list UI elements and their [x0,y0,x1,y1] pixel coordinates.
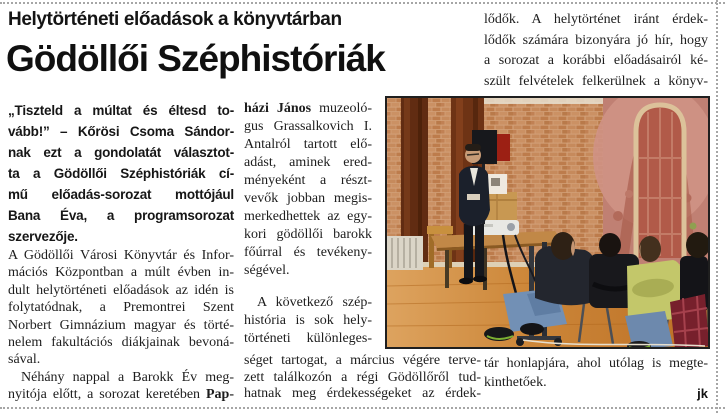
paragraph: házi János muzeoló- gus Grassalkovich I. Antalról tartott elő- adást, aminek ered- ményeként a részt- vevők jobban megis- merkedhettek az egy- kori gödöllői barokk főúrral és tevékeny- ségével. [244,101,372,278]
body-column-3-bottom: tár honlapjára, ahol utólag is megte- kinthetőek. [484,356,708,390]
paragraph: A Gödöllői Városi Könyvtár és Infor- mációs Központban a múlt évben in- dult helytörténeti előadások az idén is folytatódnak, a Premontrei Szent Norbert Gimnázium magyar és törté- nelem fakultációs diákjainak bevoná- sával. [8,248,234,368]
paragraph: A következő szép- história is sok hely- történeti különleges- [244,295,372,346]
body-column-2-wide: séget tartogat, a március végére terve- zett találkozón a régi Gödöllőről tud- hatnak meg érdekességeket az érdek- [244,353,481,401]
article-headline: Gödöllői Széphistóriák [6,38,385,79]
byline: jk [697,386,708,401]
paragraph: Néhány nappal a Barokk Év meg- nyitója előtt, a sorozat keretében Pap- [8,369,234,403]
photo-illustration [387,98,708,347]
bottom-cut-line [0,407,725,409]
article-photo [385,96,710,349]
body-column-1 [8,247,234,404]
lead-paragraph: „Tiszteld a múltat és éltesd to- vább!” – Kőrösi Csoma Sándor- nak ezt a gondolatát választot- ta a Gödöllői Széphistóriák cí- mű előadás-sorozat mottójául Bana Éva, a programsorozat szervezője. [8,103,234,244]
article-kicker: Helytörténeti előadások a könyvtárban [8,9,342,30]
body-column-3-top: lődők. A helytörténet iránt érdek- lődők számára bizonyára jó hír, hogy a sorozat a korábbi előadásairól ké- szült felvételek felkerülnek a könyv- [484,12,708,89]
radiator [387,236,423,270]
top-cut-line [0,2,725,4]
body-column-2 [244,100,372,348]
right-cut-line [716,0,718,413]
